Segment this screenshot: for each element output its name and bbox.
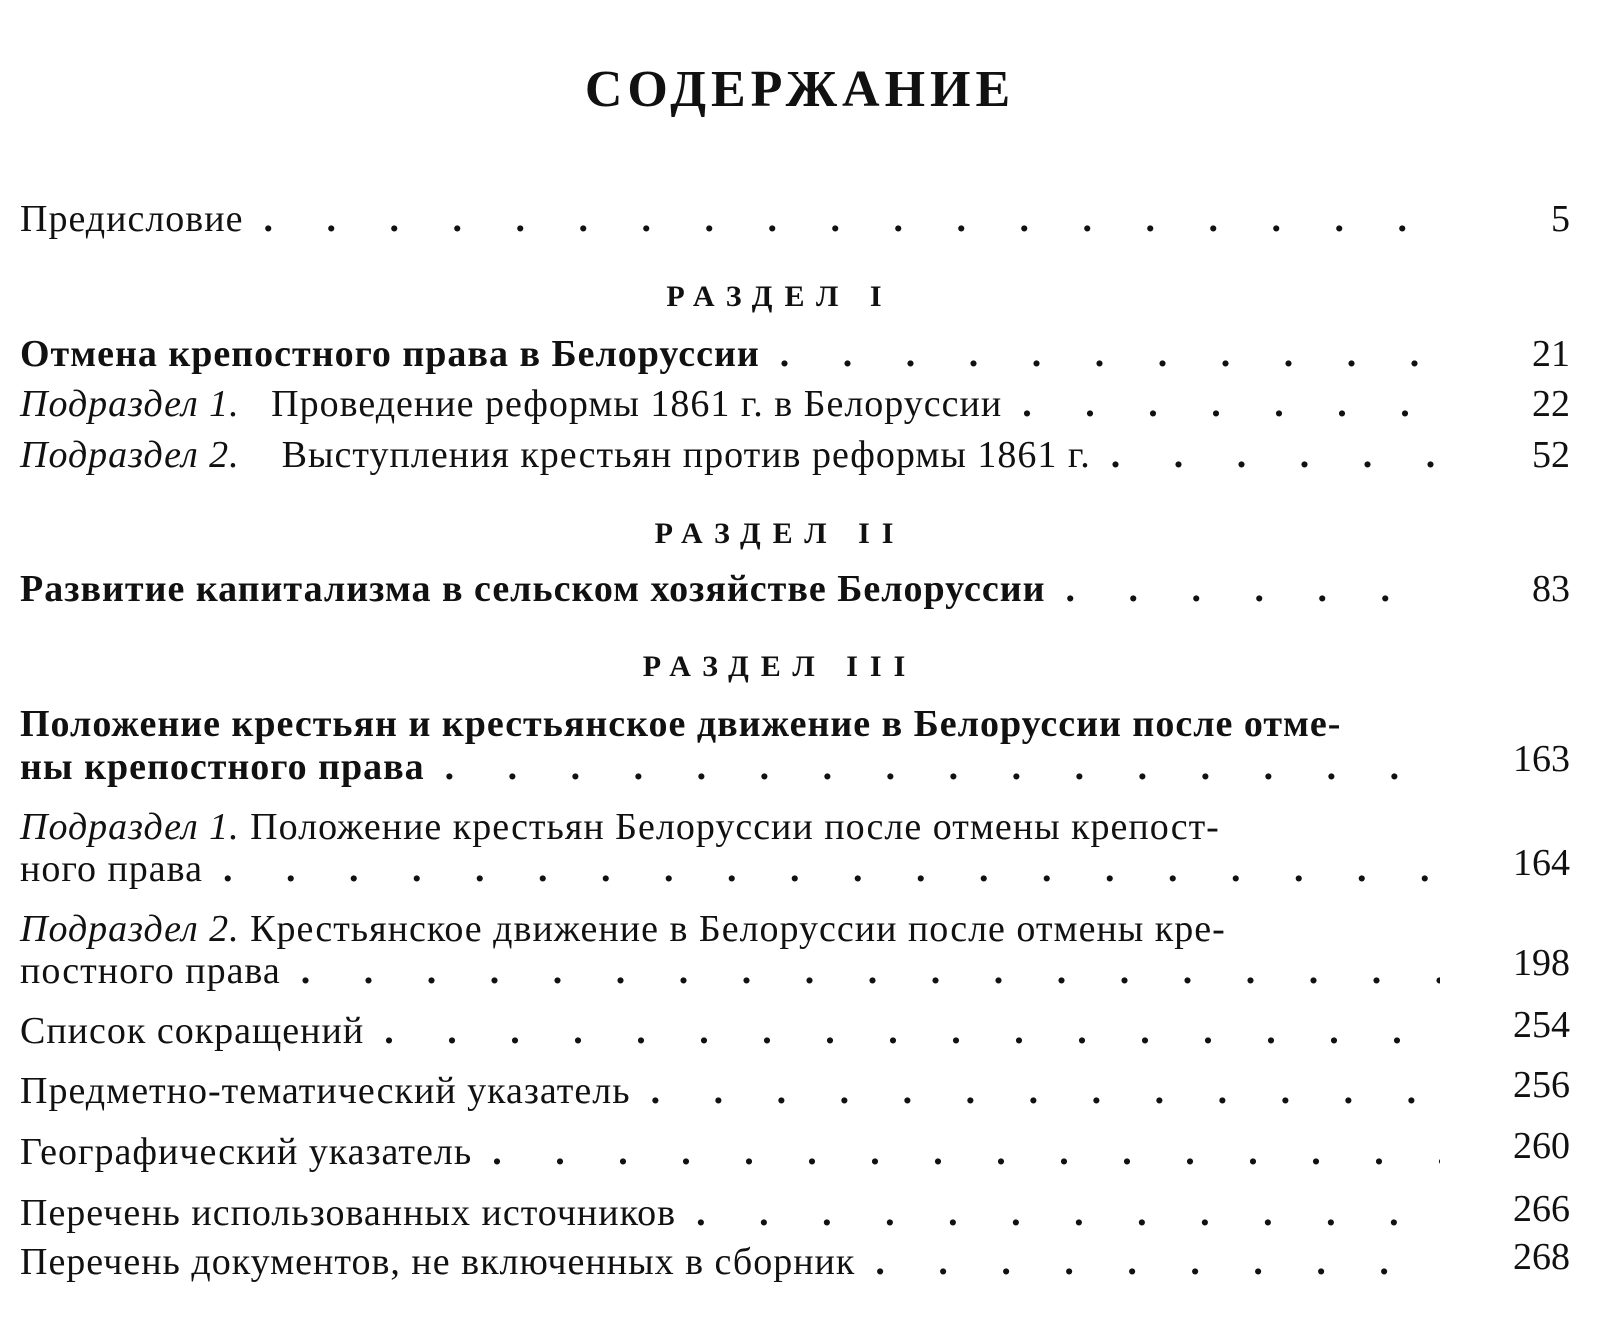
dot-leader [301,950,1440,992]
toc-entry-section-2[interactable] [20,568,1440,610]
toc-entry-text [20,434,1091,476]
dot-leader [1066,568,1440,610]
subsection-prefix: Подраздел 1. [20,806,240,848]
toc-entry-section-3-sub-2-line1 [20,908,1440,950]
toc-entry-excluded-documents[interactable] [20,1241,1440,1283]
toc-entry-text: ны крепостного права [20,746,425,788]
dot-leader [263,198,1440,240]
toc-entry-section-3[interactable] [20,746,1440,788]
subsection-prefix: Подраздел 2. [20,908,240,950]
toc-entry-sources-list[interactable] [20,1192,1440,1234]
toc-page-number: 266 [1513,1188,1570,1230]
toc-entry-text: Развитие капитализма в сельском хозяйстве Белоруссии [20,568,1046,610]
toc-page-number: 256 [1513,1064,1570,1106]
toc-page-number: 5 [1551,198,1570,240]
toc-page-number: 52 [1532,434,1570,476]
toc-entry-geographic-index[interactable] [20,1131,1440,1173]
dot-leader [780,333,1440,375]
toc-entry-text: Перечень использованных источников [20,1192,677,1234]
dot-leader [223,848,1440,890]
toc-page-number: 268 [1513,1236,1570,1278]
toc-page-number: 260 [1513,1125,1570,1167]
toc-entry-text: Географический указатель [20,1131,473,1173]
toc-page-number: 198 [1513,942,1570,984]
subsection-prefix: Подраздел 1. [20,383,240,425]
section-header-3: РАЗДЕЛ III [642,650,918,683]
toc-entry-text: постного права [20,950,281,992]
toc-entry-text: Перечень документов, не включенных в сборник [20,1241,856,1283]
subsection-prefix: Подраздел 2. [20,434,240,476]
dot-leader [1111,434,1440,476]
dot-leader [384,1010,1440,1052]
toc-page-number: 164 [1513,842,1570,884]
dot-leader [651,1070,1440,1112]
dot-leader [875,1241,1440,1283]
section-header-1: РАЗДЕЛ I [666,280,894,313]
toc-entry-text: Список сокращений [20,1010,365,1052]
toc-page-number: 254 [1513,1004,1570,1046]
toc-page-number: 21 [1532,333,1570,375]
toc-entry-section-3-sub-2[interactable] [20,950,1440,992]
toc-entry-preface[interactable] [20,198,1440,240]
toc-entry-section-1-sub-1[interactable] [20,383,1440,425]
toc-entry-subject-index[interactable] [20,1070,1440,1112]
dot-leader [1022,383,1440,425]
subsection-title: Положение крестьян Белоруссии после отмены крепост- [250,806,1220,848]
subsection-title: Выступления крестьян против реформы 1861 г. [281,434,1091,476]
toc-entry-abbreviations[interactable] [20,1010,1440,1052]
toc-entry-section-3-sub-1[interactable] [20,848,1440,890]
subsection-title: Проведение реформы 1861 г. в Белоруссии [271,383,1003,425]
dot-leader [492,1131,1440,1173]
toc-entry-section-1-sub-2[interactable] [20,434,1440,476]
toc-entry-text: Предисловие [20,198,244,240]
subsection-title: Крестьянское движение в Белоруссии после отмены кре- [250,908,1226,950]
toc-entry-section-3-sub-1-line1 [20,806,1440,848]
toc-entry-text: Предметно-тематический указатель [20,1070,631,1112]
toc-entry-section-1[interactable] [20,333,1440,375]
toc-entry-text: ного права [20,848,203,890]
toc-page-number: 22 [1532,383,1570,425]
toc-entry-text: Отмена крепостного права в Белоруссии [20,333,760,375]
dot-leader [696,1192,1440,1234]
page-title: СОДЕРЖАНИЕ [584,61,1016,118]
dot-leader [445,746,1440,788]
toc-entry-section-3-line1: Положение крестьян и крестьянское движение в Белоруссии после отме- [20,703,1342,745]
section-header-2: РАЗДЕЛ II [654,517,906,550]
toc-entry-text [20,383,1002,425]
toc-page-number: 163 [1513,738,1570,780]
toc-page-number: 83 [1532,568,1570,610]
